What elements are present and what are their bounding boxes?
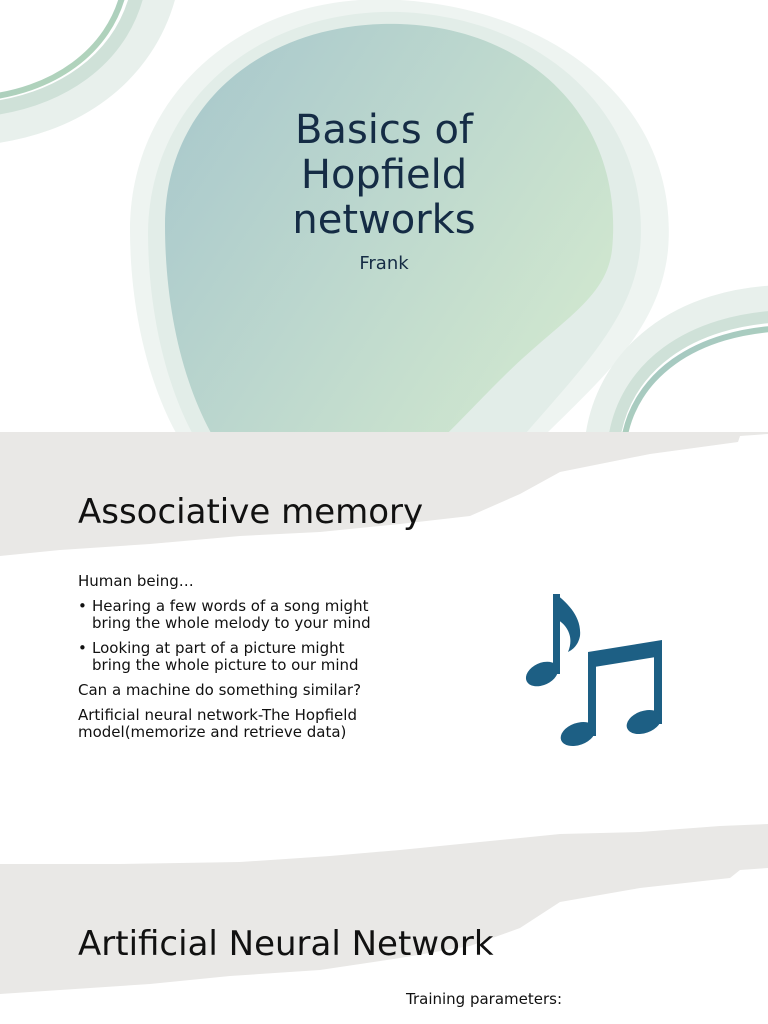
intro-line: Human being…	[78, 572, 194, 590]
associative-memory-slide[interactable]	[0, 432, 768, 866]
presentation-title: Basics of Hopfield networks	[292, 107, 476, 243]
slide-body	[78, 573, 388, 749]
title-slide[interactable]	[0, 0, 768, 432]
title-block	[230, 108, 538, 274]
bullet-item: • Looking at part of a picture might bring the whole picture to our mind	[78, 640, 388, 674]
bullet-list	[78, 598, 388, 674]
artificial-neural-network-slide[interactable]	[0, 866, 768, 1024]
slide-heading: Associative memory	[78, 492, 424, 532]
presentation-author: Frank	[359, 253, 409, 274]
training-parameters-label: Training parameters:	[406, 990, 563, 1008]
slide-heading: Artificial Neural Network	[78, 924, 494, 964]
music-notes-icon	[520, 592, 670, 752]
body-paragraph: Can a machine do something similar?	[78, 681, 362, 699]
body-paragraph: Artificial neural network-The Hopfield model(memorize and retrieve data)	[78, 706, 357, 741]
bullet-item: • Hearing a few words of a song might bring the whole melody to your mind	[78, 598, 388, 632]
corner-arc-top-left	[0, 0, 160, 128]
